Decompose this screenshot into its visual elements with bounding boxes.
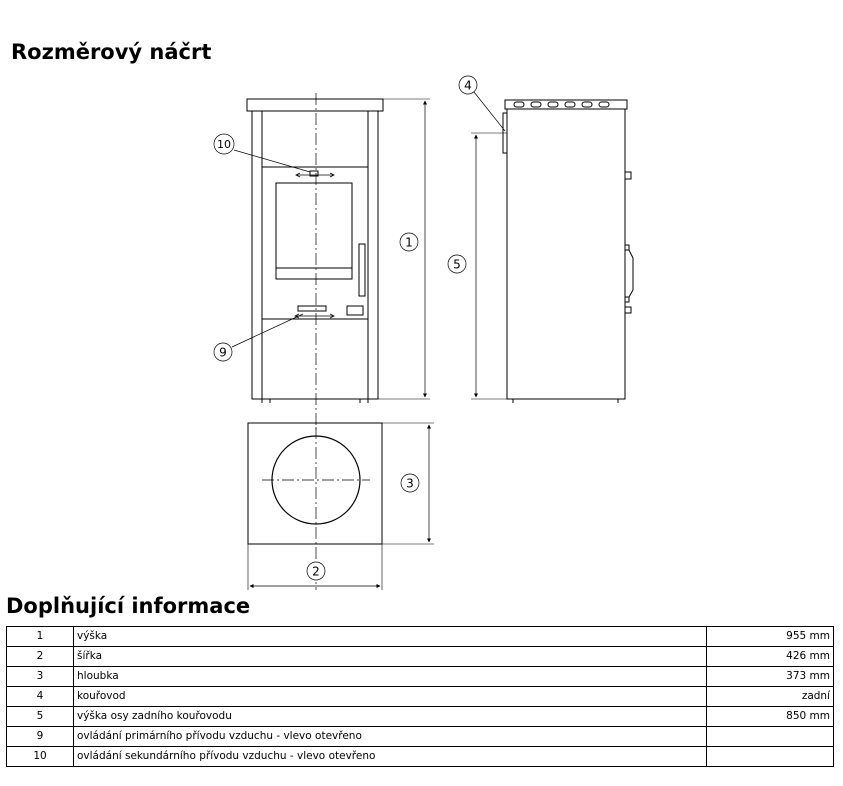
table-row <box>7 667 834 687</box>
row-number: 9 <box>7 727 74 747</box>
svg-text:10: 10 <box>217 138 231 151</box>
row-label: kouřovod <box>74 687 707 707</box>
svg-text:9: 9 <box>219 345 227 360</box>
front-window <box>276 183 352 279</box>
sketch-heading: Rozměrový náčrt <box>11 40 212 64</box>
info-table <box>6 626 834 767</box>
row-value: 955 mm <box>707 627 834 647</box>
row-number: 3 <box>7 667 74 687</box>
info-heading: Doplňující informace <box>6 594 251 618</box>
svg-text:1: 1 <box>405 235 413 250</box>
primary-air-lever <box>298 306 326 311</box>
table-row <box>7 707 834 727</box>
row-value: 426 mm <box>707 647 834 667</box>
callout-10-leader <box>234 150 310 172</box>
callout-3 <box>401 474 419 492</box>
row-number: 1 <box>7 627 74 647</box>
top-view <box>248 423 434 590</box>
row-label: ovládání primárního přívodu vzduchu - vlevo otevřeno <box>74 727 707 747</box>
row-number: 2 <box>7 647 74 667</box>
table-row <box>7 627 834 647</box>
svg-text:5: 5 <box>453 257 461 272</box>
row-value: zadní <box>707 687 834 707</box>
side-view <box>471 92 633 403</box>
door-handle <box>359 244 365 296</box>
table-row <box>7 747 834 767</box>
row-number: 10 <box>7 747 74 767</box>
svg-text:3: 3 <box>406 476 414 491</box>
table-row <box>7 687 834 707</box>
callout-10 <box>214 134 234 154</box>
callout-9 <box>214 343 232 361</box>
row-label: výška <box>74 627 707 647</box>
row-value <box>707 727 834 747</box>
row-number: 5 <box>7 707 74 727</box>
callout-1 <box>400 233 418 251</box>
front-top-plate <box>247 99 383 111</box>
table-row <box>7 647 834 667</box>
svg-text:4: 4 <box>464 78 472 93</box>
callout-5 <box>448 255 466 273</box>
row-label: hloubka <box>74 667 707 687</box>
row-number: 4 <box>7 687 74 707</box>
row-value: 373 mm <box>707 667 834 687</box>
callout-4 <box>459 76 477 94</box>
front-view <box>247 93 430 430</box>
row-label: šířka <box>74 647 707 667</box>
row-label: ovládání sekundárního přívodu vzduchu - vlevo otevřeno <box>74 747 707 767</box>
svg-text:2: 2 <box>312 564 320 579</box>
row-label: výška osy zadního kouřovodu <box>74 707 707 727</box>
callout-2 <box>307 562 325 580</box>
row-value <box>707 747 834 767</box>
row-value: 850 mm <box>707 707 834 727</box>
table-row <box>7 727 834 747</box>
